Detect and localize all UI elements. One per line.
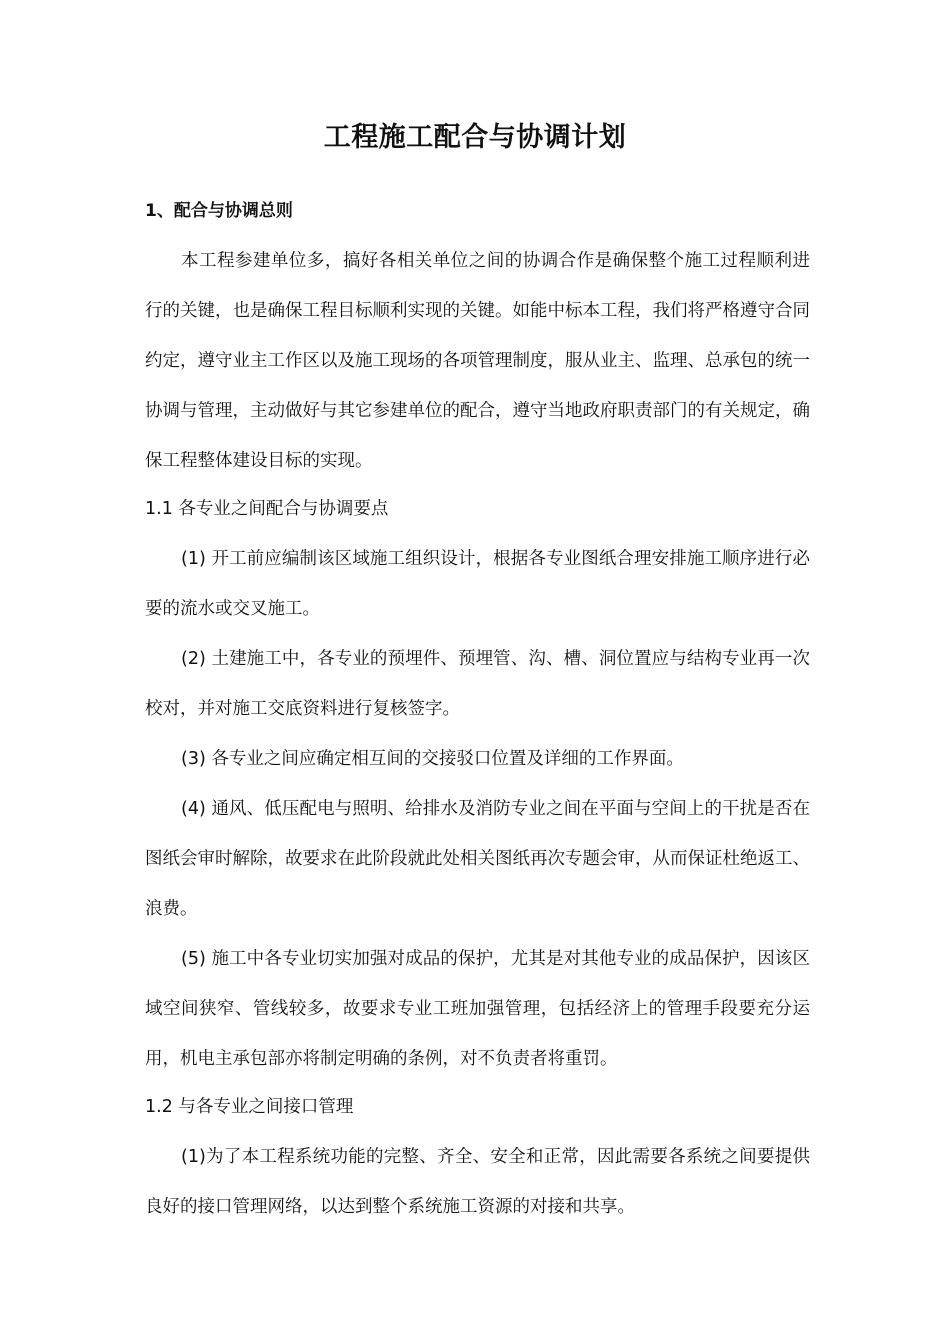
section-heading-1-2: 1.2 与各专业之间接口管理 bbox=[145, 1097, 354, 1117]
list-item-1-1-4: (4) 通风、低压配电与照明、给排水及消防专业之间在平面与空间上的干扰是否在图纸会审时解除，故要求在此阶段就此处相关图纸再次专题会审，从而保证杜绝返工、浪费。 bbox=[145, 799, 810, 919]
section-1-paragraph: 本工程参建单位多，搞好各相关单位之间的协调合作是确保整个施工过程顺利进行的关键，也是确保工程目标顺利实现的关键。如能中标本工程，我们将严格遵守合同约定，遵守业主工作区以及施工现场的各项管理制度，服从业主、监理、总承包的统一协调与管理，主动做好与其它参建单位的配合，遵守当地政府职责部门的有关规定，确保工程整体建设目标的实现。 bbox=[145, 251, 810, 471]
list-item-1-1-1: (1) 开工前应编制该区域施工组织设计，根据各专业图纸合理安排施工顺序进行必要的流水或交叉施工。 bbox=[145, 549, 810, 619]
list-item-1-1-3: (3) 各专业之间应确定相互间的交接驳口位置及详细的工作界面。 bbox=[181, 749, 684, 769]
section-heading-1-1: 1.1 各专业之间配合与协调要点 bbox=[145, 499, 389, 519]
list-item-1-2-1: (1)为了本工程系统功能的完整、齐全、安全和正常，因此需要各系统之间要提供良好的接口管理网络，以达到整个系统施工资源的对接和共享。 bbox=[145, 1147, 810, 1217]
list-item-1-1-2: (2) 土建施工中，各专业的预埋件、预埋管、沟、槽、洞位置应与结构专业再一次校对，并对施工交底资料进行复核签字。 bbox=[145, 649, 810, 719]
section-heading-1: 1、配合与协调总则 bbox=[145, 201, 293, 221]
list-item-1-1-5: (5) 施工中各专业切实加强对成品的保护，尤其是对其他专业的成品保护，因该区域空间狭窄、管线较多，故要求专业工班加强管理，包括经济上的管理手段要充分运用，机电主承包部亦将制定明确的条例，对不负责者将重罚。 bbox=[145, 949, 810, 1069]
document-title: 工程施工配合与协调计划 bbox=[323, 122, 627, 153]
